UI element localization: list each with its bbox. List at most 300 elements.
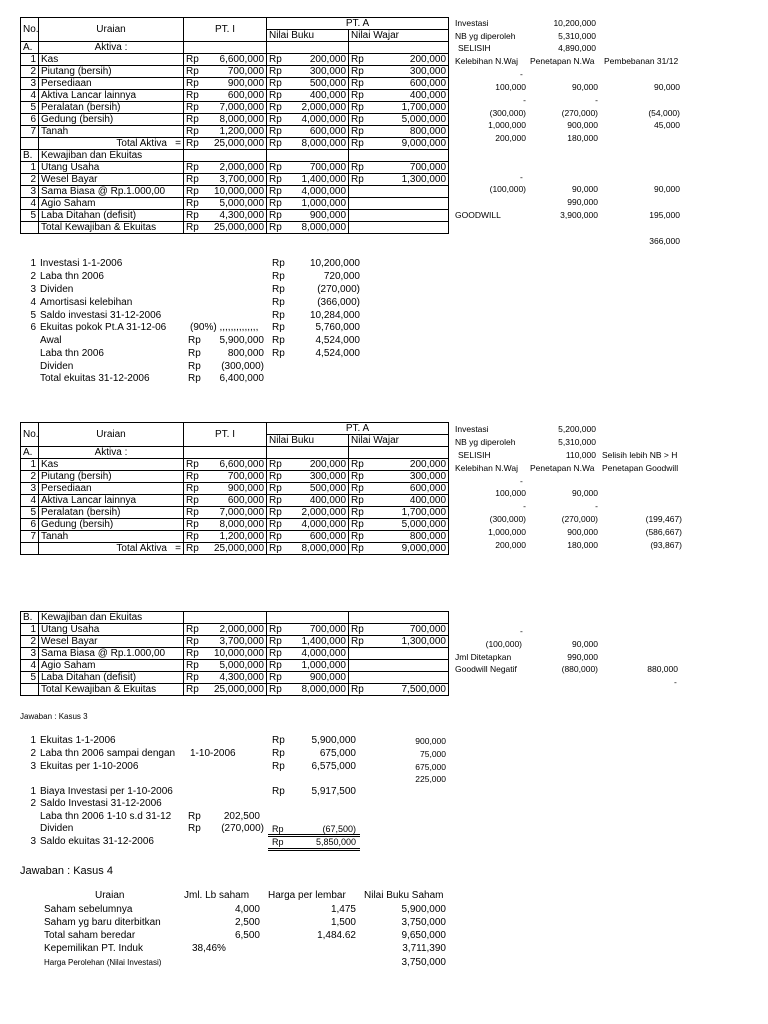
row-no: 6 [21, 519, 39, 531]
currency-label: Rp [272, 837, 284, 847]
table-row [21, 471, 449, 483]
kelebihan-value: 200,000 [495, 133, 526, 143]
currency-label: Rp [184, 483, 198, 495]
currency-label: Rp [349, 471, 363, 483]
cell [349, 210, 449, 222]
item-value: 5,850,000 [315, 837, 356, 847]
nilai-buku-value: 1,000,000 [281, 660, 349, 672]
currency-label: Rp [272, 824, 284, 834]
row-no: 4 [21, 198, 39, 210]
nilai-buku-value: 1,400,000 [281, 636, 349, 648]
row-name: Peralatan (bersih) [39, 507, 184, 519]
kelebihan-value: 1,000,000 [488, 527, 526, 537]
pt-i-value: 5,000,000 [198, 660, 267, 672]
currency-label: Rp [267, 162, 281, 174]
table-row [21, 672, 449, 684]
table-3 [20, 611, 449, 696]
table-row [21, 114, 449, 126]
book-value: 5,900,000 [401, 904, 446, 915]
table-row [21, 54, 449, 66]
item-value: 675,000 [319, 748, 356, 759]
currency-label: Rp [272, 748, 285, 759]
investasi-label: Investasi [455, 18, 489, 28]
row-no: 4 [21, 660, 39, 672]
nilai-buku-value: 900,000 [281, 210, 349, 222]
total-nilai-buku: 8,000,000 [281, 138, 349, 150]
cell [267, 612, 349, 624]
row-no: 4 [21, 90, 39, 102]
item-no: 1 [30, 258, 36, 269]
item-value: 5,917,500 [311, 786, 356, 797]
currency-label: Rp [267, 684, 281, 696]
row-no: 7 [21, 531, 39, 543]
penetapan-value: - [595, 95, 598, 105]
nilai-buku-value: 700,000 [281, 162, 349, 174]
nilai-wajar-value: 1,700,000 [363, 507, 449, 519]
currency-label: Rp [349, 684, 363, 696]
currency-label: Rp [184, 90, 198, 102]
item-no: 1 [30, 786, 36, 797]
currency-label: Rp [349, 174, 363, 186]
item-right-value: 675,000 [415, 762, 446, 772]
currency-label: Rp [267, 507, 281, 519]
goodwill-value: (93,867) [650, 540, 682, 550]
cell [184, 612, 267, 624]
penetapan-value: (270,000) [561, 514, 598, 524]
row-no: 2 [21, 174, 39, 186]
kelebihan-value: 100,000 [495, 488, 526, 498]
equals-sign: = [175, 138, 181, 149]
share-price: 1,475 [330, 904, 356, 915]
table-row [21, 78, 449, 90]
pt-i-value: 700,000 [198, 471, 267, 483]
item-mid: (90%) ,,,,,,,,,,,,,, [190, 322, 259, 333]
item-date: 1-10-2006 [190, 748, 236, 759]
row-name: Utang Usaha [39, 624, 184, 636]
item-no: 2 [30, 748, 36, 759]
row-name: Persediaan [39, 78, 184, 90]
nilai-wajar-value: 600,000 [363, 483, 449, 495]
section-letter: B. [21, 612, 39, 624]
wesel-pembebanan: 90,000 [654, 184, 680, 194]
cell [349, 660, 449, 672]
selisih-label: SELISIH [458, 450, 491, 460]
item-value: 5,760,000 [315, 322, 360, 333]
section-letter: B. [21, 150, 39, 162]
currency-label: Rp [184, 222, 198, 234]
row-no: 3 [21, 483, 39, 495]
section-label: Aktiva : [39, 42, 184, 54]
cell [349, 612, 449, 624]
pt-i-value: 7,000,000 [198, 102, 267, 114]
nilai-wajar-value: 400,000 [363, 495, 449, 507]
nilai-wajar-value: 800,000 [363, 126, 449, 138]
penetapan-value: (270,000) [561, 108, 598, 118]
col-header-uraian: Uraian [39, 18, 184, 42]
penetapan-value: 900,000 [567, 120, 598, 130]
pt-i-value: 900,000 [198, 78, 267, 90]
row-name: Kas [39, 54, 184, 66]
kelebihan-value: (300,000) [489, 514, 526, 524]
col-header-pt-i: PT. I [184, 18, 267, 42]
currency-label: Rp [349, 126, 363, 138]
pembebanan-value: 90,000 [654, 82, 680, 92]
cell [21, 543, 39, 555]
table-row [21, 102, 449, 114]
kasus-3-title: Jawaban : Kasus 3 [20, 712, 88, 721]
pt-i-value: 10,000,000 [198, 648, 267, 660]
currency-label: Rp [184, 672, 198, 684]
cell [21, 684, 39, 696]
row-no: 6 [21, 114, 39, 126]
wesel-kelebihan: (100,000) [485, 639, 522, 649]
nilai-buku-value: 700,000 [281, 624, 349, 636]
currency-label: Rp [267, 624, 281, 636]
item-no: 2 [30, 271, 36, 282]
currency-label: Rp [272, 284, 285, 295]
investasi-label: Investasi [455, 424, 489, 434]
pembebanan-total: 366,000 [649, 236, 680, 246]
nilai-buku-value: 400,000 [281, 495, 349, 507]
pt-i-value: 4,300,000 [198, 210, 267, 222]
share-label: Saham yg baru diterbitkan [44, 917, 161, 928]
row-no: 2 [21, 66, 39, 78]
currency-label: Rp [184, 54, 198, 66]
table-row [21, 648, 449, 660]
header-penetapan: Penetapan N.Wa [530, 56, 595, 66]
header-nilai-buku: Nilai Buku Saham [364, 890, 444, 901]
currency-label: Rp [272, 297, 285, 308]
table-row [21, 636, 449, 648]
pt-i-value: 700,000 [198, 66, 267, 78]
currency-label: Rp [272, 761, 285, 772]
currency-label: Rp [267, 222, 281, 234]
section-letter: A. [21, 42, 39, 54]
share-price: 1,500 [330, 917, 356, 928]
pt-i-value: 2,000,000 [198, 162, 267, 174]
currency-label: Rp [184, 543, 198, 555]
nilai-wajar-value: 200,000 [363, 459, 449, 471]
nb-value: 5,310,000 [558, 31, 596, 41]
row-no: 2 [21, 636, 39, 648]
header-penetapan: Penetapan N.Wa [530, 463, 595, 473]
item-label: Laba thn 2006 1-10 s.d 31-12 [40, 811, 172, 822]
total-kewajiban-label: Total Kewajiban & Ekuitas [39, 684, 184, 696]
table-row [21, 198, 449, 210]
col-header-nilai-buku: Nilai Buku [267, 435, 349, 447]
nilai-buku-value: 300,000 [281, 471, 349, 483]
selisih-value: 4,890,000 [558, 43, 596, 53]
currency-label: Rp [267, 66, 281, 78]
currency-label: Rp [267, 531, 281, 543]
col-header-no: No. [21, 423, 39, 447]
investasi-value: 5,200,000 [558, 424, 596, 434]
goodwill-label: GOODWILL [455, 210, 501, 220]
goodwill-negatif-value: (880,000) [561, 664, 598, 674]
row-no: 5 [21, 102, 39, 114]
header-goodwill: Penetapan Goodwill [602, 463, 679, 473]
currency-label: Rp [184, 507, 198, 519]
currency-label: Rp [184, 126, 198, 138]
row-no: 3 [21, 186, 39, 198]
item-label: Ekuitas per 1-10-2006 [40, 761, 139, 772]
currency-label: Rp [184, 471, 198, 483]
nilai-wajar-value: 200,000 [363, 54, 449, 66]
table-1 [20, 17, 449, 234]
currency-label: Rp [267, 459, 281, 471]
currency-label: Rp [188, 348, 201, 359]
row-name: Gedung (bersih) [39, 114, 184, 126]
currency-label: Rp [267, 126, 281, 138]
nilai-wajar-value: 1,300,000 [363, 174, 449, 186]
currency-label: Rp [349, 162, 363, 174]
currency-label: Rp [267, 90, 281, 102]
row-no: 5 [21, 210, 39, 222]
nilai-buku-value: 500,000 [281, 483, 349, 495]
kelebihan-value: 1,000,000 [488, 120, 526, 130]
currency-label: Rp [349, 138, 363, 150]
currency-label: Rp [184, 684, 198, 696]
equity-value: 6,400,000 [219, 373, 264, 384]
kepemilikan-value: 3,711,390 [402, 943, 446, 954]
pt-i-value: 600,000 [198, 495, 267, 507]
cell [184, 150, 267, 162]
table-row [21, 459, 449, 471]
nilai-buku-value: 300,000 [281, 66, 349, 78]
nilai-buku-value: 400,000 [281, 90, 349, 102]
currency-label: Rp [267, 636, 281, 648]
currency-label: Rp [272, 258, 285, 269]
total-kewajiban-label: Total Kewajiban & Ekuitas [39, 222, 184, 234]
item-label: Laba thn 2006 [40, 271, 104, 282]
table-row [21, 483, 449, 495]
cell [349, 648, 449, 660]
header-kelebihan: Kelebihan N.Waj [455, 463, 518, 473]
penetapan-value: 900,000 [567, 527, 598, 537]
table-row [21, 174, 449, 186]
currency-label: Rp [349, 114, 363, 126]
currency-label: Rp [267, 198, 281, 210]
nilai-buku-value: 4,000,000 [281, 648, 349, 660]
row-name: Sama Biasa @ Rp.1.000,00 [39, 186, 184, 198]
currency-label: Rp [267, 672, 281, 684]
nilai-buku-value: 4,000,000 [281, 519, 349, 531]
col-header-no: No. [21, 18, 39, 42]
cell [21, 138, 39, 150]
row-name: Utang Usaha [39, 162, 184, 174]
kelebihan-value: 200,000 [495, 540, 526, 550]
pt-i-value: 600,000 [198, 90, 267, 102]
row-no: 7 [21, 126, 39, 138]
pt-i-value: 10,000,000 [198, 186, 267, 198]
nilai-buku-value: 1,000,000 [281, 198, 349, 210]
currency-label: Rp [349, 543, 363, 555]
book-value: 3,750,000 [401, 917, 446, 928]
total-nilai-wajar: 9,000,000 [363, 138, 449, 150]
harga-perolehan-value: 3,750,000 [401, 957, 446, 968]
share-count: 4,000 [234, 904, 260, 915]
currency-label: Rp [349, 531, 363, 543]
currency-label: Rp [349, 90, 363, 102]
row-no: 3 [21, 78, 39, 90]
currency-label: Rp [184, 198, 198, 210]
col-header-nilai-wajar: Nilai Wajar [349, 30, 449, 42]
row-name: Laba Ditahan (defisit) [39, 210, 184, 222]
selisih-note: Selisih lebih NB > H [602, 450, 678, 460]
currency-label: Rp [184, 66, 198, 78]
currency-label: Rp [184, 174, 198, 186]
penetapan-value: 90,000 [572, 82, 598, 92]
header-harga: Harga per lembar [268, 890, 346, 901]
currency-label: Rp [184, 162, 198, 174]
item-no: 1 [30, 735, 36, 746]
total-label: Total Aktiva [116, 138, 167, 149]
currency-label: Rp [349, 495, 363, 507]
currency-label: Rp [184, 519, 198, 531]
currency-label: Rp [267, 495, 281, 507]
item-value: (270,000) [221, 823, 264, 834]
wesel-penetapan: 90,000 [572, 639, 598, 649]
pt-i-value: 6,600,000 [198, 54, 267, 66]
currency-label: Rp [184, 102, 198, 114]
currency-label: Rp [349, 459, 363, 471]
currency-label: Rp [272, 335, 285, 346]
row-no: 5 [21, 672, 39, 684]
row-name: Wesel Bayar [39, 636, 184, 648]
nb-value: 5,310,000 [558, 437, 596, 447]
row-name: Persediaan [39, 483, 184, 495]
item-label: Amortisasi kelebihan [40, 297, 133, 308]
col-header-pt-a: PT. A [267, 423, 449, 435]
currency-label: Rp [184, 186, 198, 198]
table-row [21, 126, 449, 138]
currency-label: Rp [267, 471, 281, 483]
item-value: (270,000) [317, 284, 360, 295]
cell [349, 198, 449, 210]
header-kelebihan: Kelebihan N.Waj [455, 56, 518, 66]
nilai-wajar-value: 700,000 [363, 624, 449, 636]
item-label: Saldo investasi 31-12-2006 [40, 310, 162, 321]
row-no: 1 [21, 459, 39, 471]
nilai-wajar-value: 5,000,000 [363, 114, 449, 126]
currency-label: Rp [349, 66, 363, 78]
equity-label: Total ekuitas 31-12-2006 [40, 373, 150, 384]
cell [349, 186, 449, 198]
item-no: 3 [30, 836, 36, 847]
cell [21, 222, 39, 234]
goodwill-value: (199,467) [645, 514, 682, 524]
row-name: Piutang (bersih) [39, 66, 184, 78]
pt-i-value: 8,000,000 [198, 114, 267, 126]
col-header-nilai-buku: Nilai Buku [267, 30, 349, 42]
row-name: Gedung (bersih) [39, 519, 184, 531]
currency-label: Rp [267, 210, 281, 222]
pt-i-value: 7,000,000 [198, 507, 267, 519]
currency-label: Rp [272, 348, 285, 359]
total-pt-i: 25,000,000 [198, 222, 267, 234]
row-no: 2 [21, 471, 39, 483]
currency-label: Rp [272, 786, 285, 797]
kepemilikan-label: Kepemilikan PT. Induk [44, 943, 143, 954]
pt-i-value: 5,000,000 [198, 198, 267, 210]
nilai-buku-value: 600,000 [281, 531, 349, 543]
table-row [21, 624, 449, 636]
nilai-wajar-value: 800,000 [363, 531, 449, 543]
selisih-label: SELISIH [458, 43, 491, 53]
goodwill-value: (586,667) [645, 527, 682, 537]
item-value: (67,500) [322, 824, 356, 834]
row-no: 3 [21, 648, 39, 660]
currency-label: Rp [188, 361, 201, 372]
total-nilai-buku: 8,000,000 [281, 684, 349, 696]
table-row [21, 162, 449, 174]
book-value: 9,650,000 [401, 930, 446, 941]
item-no: 6 [30, 322, 36, 333]
table-row [21, 66, 449, 78]
item-value: 10,284,000 [309, 310, 360, 321]
currency-label: Rp [267, 174, 281, 186]
col-header-uraian: Uraian [39, 423, 184, 447]
currency-label: Rp [349, 636, 363, 648]
dash: - [520, 476, 523, 486]
cell [349, 447, 449, 459]
pembebanan-value: (54,000) [648, 108, 680, 118]
col-header-pt-i: PT. I [184, 423, 267, 447]
pt-i-value: 2,000,000 [198, 624, 267, 636]
equity-value-2: 4,524,000 [315, 335, 360, 346]
item-value: 720,000 [323, 271, 360, 282]
currency-label: Rp [267, 114, 281, 126]
row-name: Sama Biasa @ Rp.1.000,00 [39, 648, 184, 660]
currency-label: Rp [267, 519, 281, 531]
row-name: Laba Ditahan (defisit) [39, 672, 184, 684]
total-nilai-wajar: 7,500,000 [363, 684, 449, 696]
item-value: 5,900,000 [311, 735, 356, 746]
item-label: Dividen [40, 284, 74, 295]
item-value: (366,000) [317, 297, 360, 308]
table-row [21, 186, 449, 198]
pt-i-value: 1,200,000 [198, 531, 267, 543]
currency-label: Rp [349, 78, 363, 90]
value-990: 990,000 [567, 197, 598, 207]
header-jml-saham: Jml. Lb saham [184, 890, 250, 901]
currency-label: Rp [267, 543, 281, 555]
table-row [21, 507, 449, 519]
jml-ditetapkan-value: 990,000 [567, 652, 598, 662]
penetapan-value: - [595, 501, 598, 511]
table-row [21, 519, 449, 531]
cell [184, 447, 267, 459]
cell [349, 42, 449, 54]
item-label: Saldo Investasi 31-12-2006 [40, 798, 162, 809]
goodwill-penetapan: 3,900,000 [560, 210, 598, 220]
table-row [21, 660, 449, 672]
row-no: 5 [21, 507, 39, 519]
row-no: 1 [21, 624, 39, 636]
equity-value: 5,900,000 [219, 335, 264, 346]
row-name: Aktiva Lancar lainnya [39, 495, 184, 507]
dash: - [674, 677, 677, 687]
table-row [21, 90, 449, 102]
currency-label: Rp [349, 624, 363, 636]
goodwill-pembebanan: 195,000 [649, 210, 680, 220]
currency-label: Rp [184, 624, 198, 636]
nilai-buku-value: 200,000 [281, 459, 349, 471]
currency-label: Rp [184, 459, 198, 471]
pt-i-value: 900,000 [198, 483, 267, 495]
total-nilai-buku: 8,000,000 [281, 222, 349, 234]
currency-label: Rp [267, 186, 281, 198]
